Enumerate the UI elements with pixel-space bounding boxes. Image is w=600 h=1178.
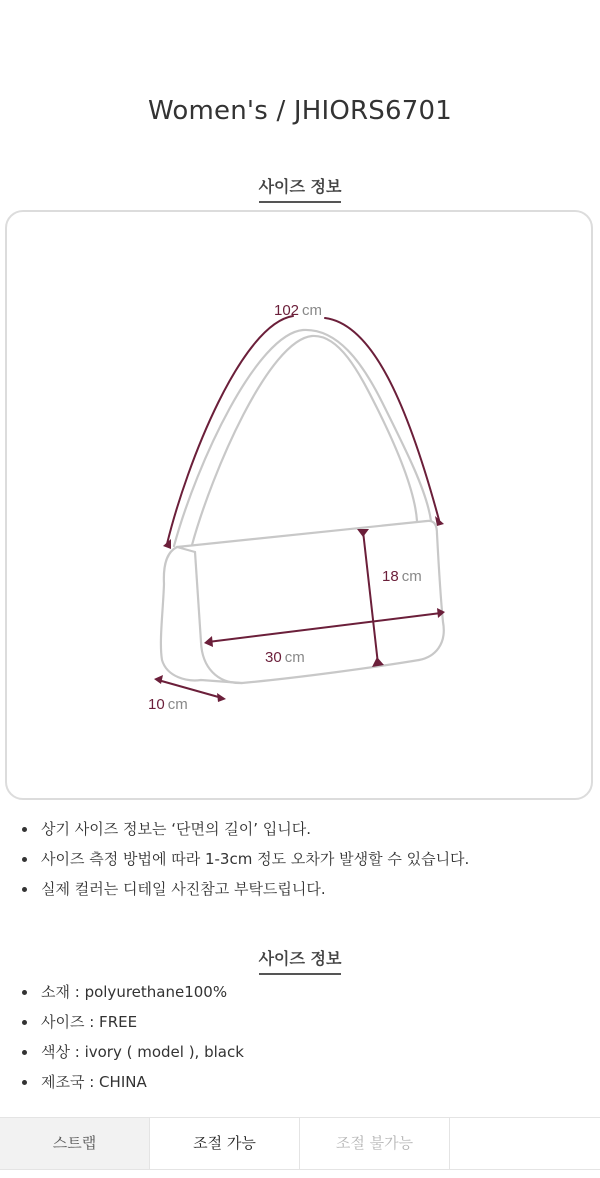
body-bottom (201, 642, 419, 683)
strap-option-table (0, 1117, 600, 1170)
list-item: 실제 컬러는 디테일 사진참고 부탁드립니다. (0, 874, 600, 904)
height-label: 18 cm (382, 568, 422, 585)
list-item-color: 색상 : ivory ( model ), black (0, 1037, 600, 1067)
product-info-list (0, 977, 600, 1097)
strap-outer (174, 330, 431, 546)
depth-label: 10 cm (148, 696, 188, 713)
size-info-heading-label: 사이즈 정보 (259, 174, 342, 203)
arrowhead (357, 529, 369, 537)
body-top (177, 521, 437, 547)
body-right (419, 534, 444, 660)
height-measure-line (363, 531, 378, 664)
list-item-material: 소재 : polyurethane100% (0, 977, 600, 1007)
page-title: Women's / JHIORS6701 (148, 96, 452, 126)
list-item-origin: 제조국 : CHINA (0, 1067, 600, 1097)
body-side-panel (161, 547, 242, 683)
strap-adjustable-cell: 조절 가능 (150, 1118, 300, 1169)
body-front-seam (195, 552, 201, 642)
arrowhead (154, 675, 163, 684)
strap-length-label: 102 cm (274, 302, 323, 319)
arrowhead (204, 636, 213, 647)
arrowhead (217, 693, 226, 702)
list-item-size: 사이즈 : FREE (0, 1007, 600, 1037)
product-info-heading-label: 사이즈 정보 (259, 946, 342, 975)
size-diagram (5, 210, 593, 800)
list-item: 사이즈 측정 방법에 따라 1-3cm 정도 오차가 발생할 수 있습니다. (0, 844, 600, 874)
size-notes-list (0, 814, 600, 904)
width-measure-line (208, 613, 441, 642)
size-info-heading (0, 174, 600, 203)
body-side-top (177, 547, 195, 552)
strap-fixed-cell: 조절 불가능 (300, 1118, 450, 1169)
list-item: 상기 사이즈 정보는 ‘단면의 길이’ 입니다. (0, 814, 600, 844)
width-label: 30 cm (265, 649, 305, 666)
strap-empty-cell (450, 1118, 600, 1169)
bag-diagram-svg (7, 212, 595, 802)
product-info-heading (0, 946, 600, 975)
strap-header-cell: 스트랩 (0, 1118, 150, 1169)
